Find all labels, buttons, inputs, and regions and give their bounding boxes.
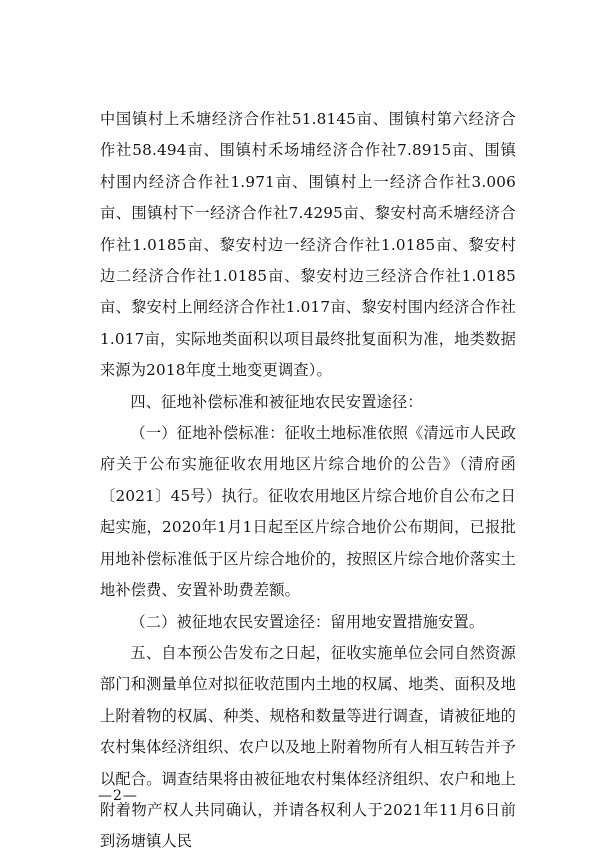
page-number: —2— xyxy=(98,788,138,804)
paragraph-land-area-list: 中国镇村上禾塘经济合作社51.8145亩、围镇村第六经济合作社58.494亩、围镇村禾场埔经济合作社7.8915亩、围镇村围内经济合作社1.971亩、围镇村上一经济合作社3.006亩、围镇村下一经济合作社7.4295亩、黎安村高禾塘经济合作社1.0185亩、黎安村边一经济合作社1.0185亩、黎安村边二经济合作社1.0185亩、黎安村边三经济合作社1.0185亩、黎安村上闸经济合作社1.017亩、黎安村围内经济合作社1.017亩，实际地类面积以项目最终批复面积为准，地类数据来源为2018年度土地变更调查）。 xyxy=(100,110,516,380)
section-heading-compensation: 四、征地补偿标准和被征地农民安置途径： xyxy=(130,392,423,411)
document-body xyxy=(100,104,516,858)
paragraph-resettlement-approach: （二）被征地农民安置途径：留用地安置措施安置。 xyxy=(130,612,485,631)
paragraph-survey-notice: 五、自本预公告发布之日起，征收实施单位会同自然资源部门和测量单位对拟征收范围内土地的权属、地类、面积及地上附着物的权属、种类、规格和数量等进行调查，请被征地的农村集体经济组织、农户以及地上附着物所有人相互转告并予以配合。调查结果将由被征地农村集体经济组织、农户和地上附着物产权人共同确认，并请各权利人于2021年11月6日前到汤塘镇人民 xyxy=(100,643,516,851)
paragraph-compensation-standard: （一）征地补偿标准：征收土地标准依照《清远市人民政府关于公布实施征收农用地区片综合地价的公告》（清府函〔2021〕45号）执行。征收农用地区片综合地价自公布之日起实施，2020年1月1日起至区片综合地价公布期间，已报批用地补偿标准低于区片综合地价的，按照区片综合地价落实土地补偿费、安置补助费差额。 xyxy=(100,424,516,600)
